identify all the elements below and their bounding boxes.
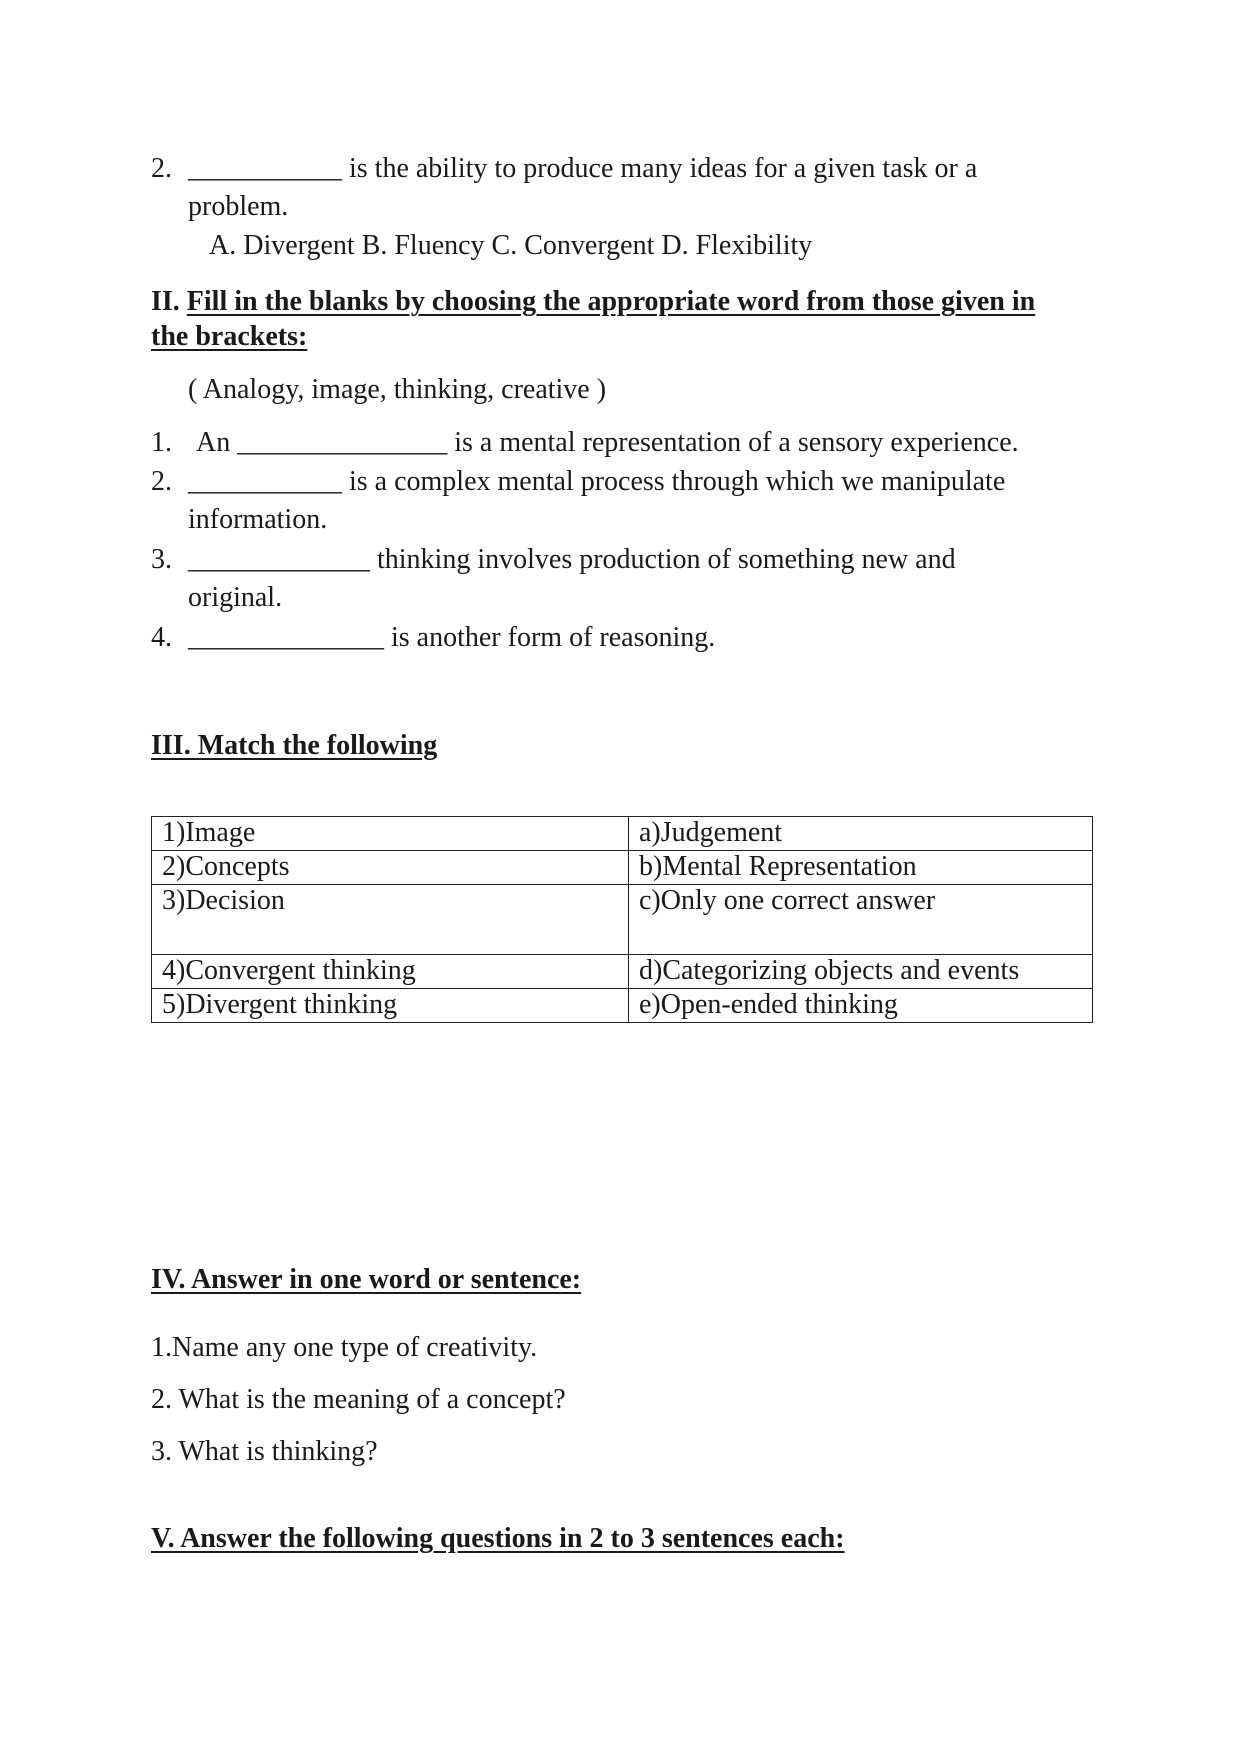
section-heading: V. Answer the following questions in 2 to 3 sentences each: bbox=[151, 1523, 845, 1554]
table-row bbox=[152, 885, 1093, 955]
blank-item-number: 3. bbox=[151, 544, 172, 575]
blank-item-text: ______________ is another form of reasoning. bbox=[188, 622, 716, 653]
question-options: A. Divergent B. Fluency C. Convergent D. Flexibility bbox=[209, 230, 813, 261]
section-heading bbox=[151, 285, 1035, 319]
question-number: 2. bbox=[151, 153, 172, 184]
match-right-cell: e)Open-ended thinking bbox=[629, 989, 1093, 1023]
blank-item-text-continued: information. bbox=[188, 504, 328, 535]
table-row bbox=[152, 817, 1093, 851]
short-question: 1.Name any one type of creativity. bbox=[151, 1332, 538, 1363]
blank-item-number: 4. bbox=[151, 622, 172, 653]
match-right-cell: d)Categorizing objects and events bbox=[629, 955, 1093, 989]
match-table bbox=[151, 816, 1093, 1023]
match-left-cell: 1)Image bbox=[152, 817, 629, 851]
section-roman: II. bbox=[151, 286, 180, 317]
match-left-cell: 5)Divergent thinking bbox=[152, 989, 629, 1023]
question-text-continued: problem. bbox=[188, 191, 289, 222]
match-left-cell: 3)Decision bbox=[152, 885, 629, 955]
match-right-cell: c)Only one correct answer bbox=[629, 885, 1093, 955]
blank-item-text: _____________ thinking involves production of something new and bbox=[188, 544, 956, 575]
blank-item-text: An _______________ is a mental representation of a sensory experience. bbox=[196, 427, 1019, 458]
blank-item-text: ___________ is a complex mental process through which we manipulate bbox=[188, 466, 1006, 497]
table-row bbox=[152, 989, 1093, 1023]
section-heading-text: Fill in the blanks by choosing the appropriate word from those given in bbox=[186, 286, 1036, 317]
section-heading-continued: the brackets: bbox=[151, 321, 308, 352]
section-heading: IV. Answer in one word or sentence: bbox=[151, 1264, 582, 1295]
blank-item-number: 2. bbox=[151, 466, 172, 497]
blank-item-number: 1. bbox=[151, 427, 172, 458]
short-question: 3. What is thinking? bbox=[151, 1436, 378, 1467]
section-heading: III. Match the following bbox=[151, 730, 438, 761]
match-right-cell: b)Mental Representation bbox=[629, 851, 1093, 885]
short-question: 2. What is the meaning of a concept? bbox=[151, 1384, 566, 1415]
question-text: ___________ is the ability to produce many ideas for a given task or a bbox=[188, 153, 978, 184]
match-right-cell: a)Judgement bbox=[629, 817, 1093, 851]
table-row bbox=[152, 955, 1093, 989]
match-left-cell: 4)Convergent thinking bbox=[152, 955, 629, 989]
match-left-cell: 2)Concepts bbox=[152, 851, 629, 885]
blank-item-text-continued: original. bbox=[188, 582, 283, 613]
word-bank: ( Analogy, image, thinking, creative ) bbox=[188, 374, 607, 405]
table-row bbox=[152, 851, 1093, 885]
